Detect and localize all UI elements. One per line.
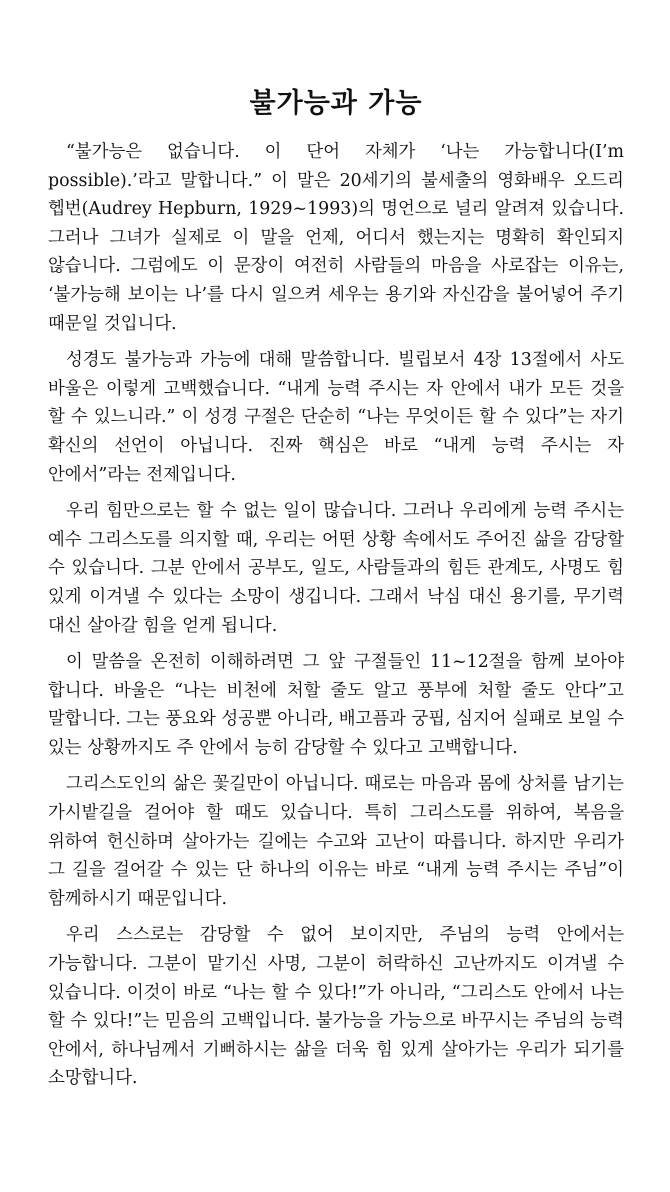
paragraph-2: 성경도 불가능과 가능에 대해 말씀합니다. 빌립보서 4장 13절에서 사도 바울은 이렇게 고백했습니다. “내게 능력 주시는 자 안에서 내가 모든 것을 할 수 있느니라.” 이 성경 구절은 단순히 “나는 무엇이든 할 수 있다”는 자기 확신의 선언이 아닙니다. 진짜 핵심은 바로 “내게 능력 주시는 자 안에서”라는 전제입니다. [48, 350, 624, 485]
paragraph-3: 우리 힘만으로는 할 수 없는 일이 많습니다. 그러나 우리에게 능력 주시는 예수 그리스도를 의지할 때, 우리는 어떤 상황 속에서도 주어진 삶을 감당할 수 있습니다. 그분 안에서 공부도, 일도, 사람들과의 힘든 관계도, 사명도 힘 있게 이겨낼 수 있다는 소망이 생깁니다. 그래서 낙심 대신 용기를, 무기력 대신 살아갈 힘을 얻게 됩니다. [48, 501, 624, 636]
paragraph-1: “불가능은 없습니다. 이 단어 자체가 ‘나는 가능합니다(I’m possible).’라고 말합니다.” 이 말은 20세기의 불세출의 영화배우 오드리 헵번(Audrey Hepburn, 1929~1993)의 명언으로 널리 알려져 있습니다. 그러나 그녀가 실제로 이 말을 언제, 어디서 했는지는 명확히 확인되지 않습니다. 그럼에도 이 문장이 여전히 사람들의 마음을 사로잡는 이유는, ‘불가능해 보이는 나’를 다시 일으켜 세우는 용기와 자신감을 불어넣어 주기 때문일 것입니다. [48, 142, 624, 334]
paragraph-4: 이 말씀을 온전히 이해하려면 그 앞 구절들인 11~12절을 함께 보아야 합니다. 바울은 “나는 비천에 처할 줄도 알고 풍부에 처할 줄도 안다”고 말합니다. 그는 풍요와 성공뿐 아니라, 배고픔과 궁핍, 심지어 실패로 보일 수 있는 상황까지도 주 안에서 능히 감당할 수 있다고 고백합니다. [48, 652, 624, 758]
paragraph-6: 우리 스스로는 감당할 수 없어 보이지만, 주님의 능력 안에서는 가능합니다. 그분이 맡기신 사명, 그분이 허락하신 고난까지도 이겨낼 수 있습니다. 이것이 바로 “나는 할 수 있다!”가 아니라, “그리스도 안에서 나는 할 수 있다!”는 믿음의 고백입니다. 불가능을 가능으로 바꾸시는 주님의 능력 안에서, 하나님께서 기뻐하시는 삶을 더욱 힘 있게 살아가는 우리가 되기를 소망합니다. [48, 925, 624, 1089]
paragraph-5: 그리스도인의 삶은 꽃길만이 아닙니다. 때로는 마음과 몸에 상처를 남기는 가시밭길을 걸어야 할 때도 있습니다. 특히 그리스도를 위하여, 복음을 위하여 헌신하며 살아가는 길에는 수고와 고난이 따릅니다. 하지만 우리가 그 길을 걸어갈 수 있는 단 하나의 이유는 바로 “내게 능력 주시는 주님”이 함께하시기 때문입니다. [48, 774, 624, 909]
page-title: 불가능과 가능 [249, 88, 423, 119]
